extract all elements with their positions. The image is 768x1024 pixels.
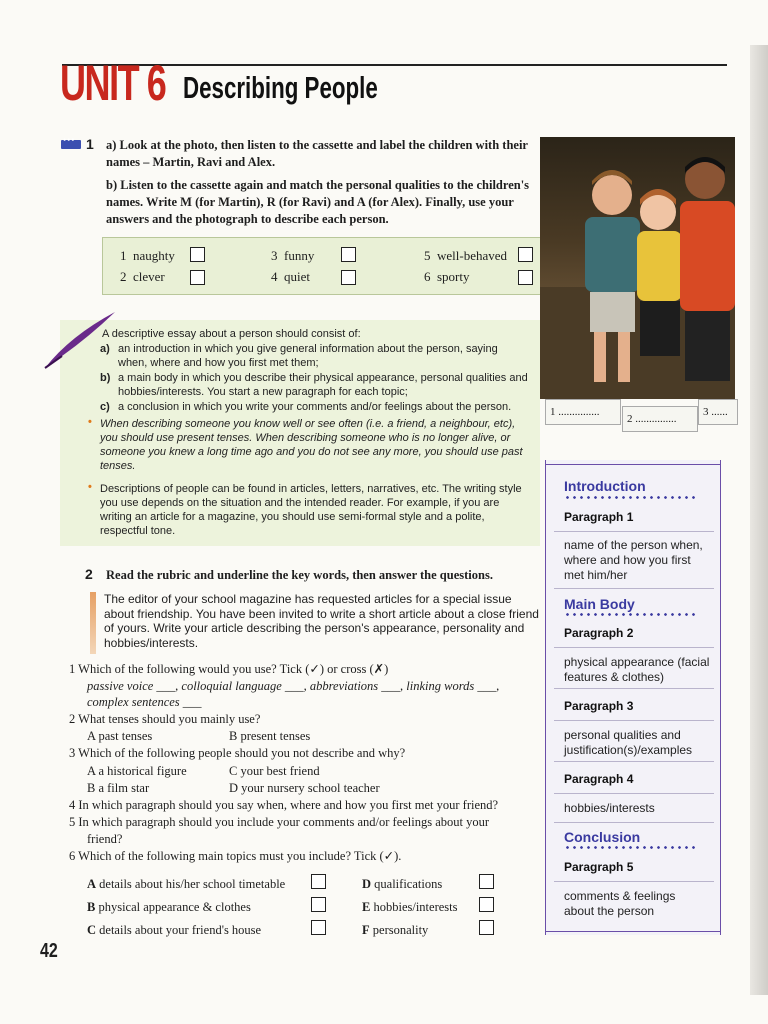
question-1-options: passive voice ___, colloquial language ___, abbreviations ___, linking words ___, xyxy=(87,679,500,693)
divider xyxy=(546,464,720,465)
essay-plan-sidebar xyxy=(545,460,721,935)
paragraph-2-text: physical appearance (facial features & clothes) xyxy=(564,655,710,684)
divider xyxy=(546,931,720,932)
question-6: 6 Which of the following main topics must you include? Tick (✓). xyxy=(69,849,402,863)
quality-6: 6 sporty xyxy=(424,269,470,284)
main-body-heading: Main Body xyxy=(564,596,635,612)
info-b-marker: b) xyxy=(100,372,111,384)
question-3-option-a: A a historical figure xyxy=(87,764,187,778)
paragraph-1-text: name of the person when, where and how you first met him/her xyxy=(564,538,703,582)
dotted-underline xyxy=(564,613,699,616)
question-4: 4 In which paragraph should you say when, where and how you first met your friend? xyxy=(69,798,499,812)
paragraph-3-text: personal qualities and justification(s)/examples xyxy=(564,728,693,757)
photo-label-3[interactable]: 3 ...... xyxy=(698,399,738,425)
paragraph-3-label: Paragraph 3 xyxy=(564,699,634,713)
topic-d: D qualifications xyxy=(362,877,443,891)
rubric-bar xyxy=(90,592,96,654)
divider xyxy=(554,761,714,762)
question-2-option-b: B present tenses xyxy=(229,729,311,743)
topic-d-checkbox[interactable] xyxy=(479,874,494,889)
children-illustration xyxy=(540,137,735,399)
quality-4: 4 quiet xyxy=(271,269,310,284)
exercise-1b-instruction: b) Listen to the cassette again and match the personal qualities to the children's names. Write M (for Martin), R (for Ravi) and A (for Alex). Finally, use your answers and the photograph to describe each person. xyxy=(106,178,530,226)
quality-2-checkbox[interactable] xyxy=(190,270,205,285)
cassette-icon xyxy=(61,140,81,149)
exercise-2-number: 2 xyxy=(85,566,93,582)
question-3-option-d: D your nursery school teacher xyxy=(229,781,380,795)
divider xyxy=(554,793,714,794)
info-a-marker: a) xyxy=(100,343,110,355)
topic-c: C details about your friend's house xyxy=(87,923,262,937)
info-a-text: an introduction in which you give general information about the person, saying when, where and how you first met them; xyxy=(118,343,498,369)
divider xyxy=(554,688,714,689)
rubric-text: The editor of your school magazine has requested articles for a special issue about friendship. You have been invited to write a short article about a close friend of yours. Write your article describing the person's appearance, personality and hobbies/interests. xyxy=(104,592,539,650)
children-photo xyxy=(540,137,735,399)
bullet-icon: • xyxy=(88,481,92,493)
divider xyxy=(554,588,714,589)
exercise-1-number: 1 xyxy=(86,136,94,152)
info-box xyxy=(60,320,540,546)
paragraph-5-label: Paragraph 5 xyxy=(564,860,634,874)
introduction-heading: Introduction xyxy=(564,478,646,494)
quality-5: 5 well-behaved xyxy=(424,248,508,263)
topic-b-checkbox[interactable] xyxy=(311,897,326,912)
question-3: 3 Which of the following people should you not describe and why? xyxy=(69,746,406,760)
topic-a-checkbox[interactable] xyxy=(311,874,326,889)
bullet-icon: • xyxy=(88,416,92,428)
quill-icon xyxy=(40,306,120,376)
topic-e-checkbox[interactable] xyxy=(479,897,494,912)
dotted-underline xyxy=(564,846,699,849)
divider xyxy=(554,720,714,721)
divider xyxy=(554,881,714,882)
info-bullet-2: Descriptions of people can be found in articles, letters, narratives, etc. The writing style you use depends on the situation and the intended reader. For example, if you are writing an article for a magazine, you should use semi-formal style and a polite, respectful tone. xyxy=(100,483,522,537)
quality-6-checkbox[interactable] xyxy=(518,270,533,285)
info-c-text: a conclusion in which you write your comments and/or feelings about the person. xyxy=(118,401,512,413)
question-1-options-2: complex sentences ___ xyxy=(87,695,202,709)
exercise-1a-instruction: a) Look at the photo, then listen to the cassette and label the children with their names – Martin, Ravi and Alex. xyxy=(106,138,528,169)
exercise-2-instruction: Read the rubric and underline the key words, then answer the questions. xyxy=(106,568,493,582)
question-3-option-b: B a film star xyxy=(87,781,150,795)
qualities-box xyxy=(102,237,542,295)
divider xyxy=(554,531,714,532)
topic-b: B physical appearance & clothes xyxy=(87,900,251,914)
question-2-option-a: A past tenses xyxy=(87,729,153,743)
page-number: 42 xyxy=(40,940,58,962)
question-5: 5 In which paragraph should you include your comments and/or feelings about your xyxy=(69,815,490,829)
quality-3: 3 funny xyxy=(271,248,315,263)
divider xyxy=(554,822,714,823)
topic-f: F personality xyxy=(362,923,429,937)
info-c-marker: c) xyxy=(100,401,110,413)
quality-5-checkbox[interactable] xyxy=(518,247,533,262)
page-title: Describing People xyxy=(183,70,378,105)
quality-1-checkbox[interactable] xyxy=(190,247,205,262)
paragraph-1-label: Paragraph 1 xyxy=(564,510,634,524)
question-2: 2 What tenses should you mainly use? xyxy=(69,712,261,726)
topic-e: E hobbies/interests xyxy=(362,900,458,914)
unit-label: UNIT 6 xyxy=(60,55,166,111)
info-b-text: a main body in which you describe their physical appearance, personal qualities and hobbies/interests. You start a new paragraph for each topic; xyxy=(118,372,528,398)
quality-4-checkbox[interactable] xyxy=(341,270,356,285)
quality-3-checkbox[interactable] xyxy=(341,247,356,262)
question-3-option-c: C your best friend xyxy=(229,764,320,778)
divider xyxy=(554,647,714,648)
topic-a: A details about his/her school timetable xyxy=(87,877,286,891)
paragraph-2-label: Paragraph 2 xyxy=(564,626,634,640)
question-5-continued: friend? xyxy=(87,832,123,846)
dotted-underline xyxy=(564,496,699,499)
topic-c-checkbox[interactable] xyxy=(311,920,326,935)
photo-label-1[interactable]: 1 ............... xyxy=(545,399,621,425)
paragraph-4-text: hobbies/interests xyxy=(564,801,655,815)
conclusion-heading: Conclusion xyxy=(564,829,641,845)
quality-1: 1 naughty xyxy=(120,248,175,263)
info-intro: A descriptive essay about a person should consist of: xyxy=(102,328,361,340)
paragraph-5-text: comments & feelings about the person xyxy=(564,889,676,918)
info-bullet-1: When describing someone you know well or see often (i.e. a friend, a neighbour, etc), you should use present tenses. When describing someone who is no longer alive, or someone you knew a long time ago and you do not see any more, you should use past tenses. xyxy=(100,418,523,472)
photo-label-2[interactable]: 2 ............... xyxy=(622,406,698,432)
paragraph-4-label: Paragraph 4 xyxy=(564,772,634,786)
page-edge xyxy=(750,45,768,995)
question-1: 1 Which of the following would you use? Tick (✓) or cross (✗) xyxy=(69,662,389,676)
topic-f-checkbox[interactable] xyxy=(479,920,494,935)
quality-2: 2 clever xyxy=(120,269,165,284)
